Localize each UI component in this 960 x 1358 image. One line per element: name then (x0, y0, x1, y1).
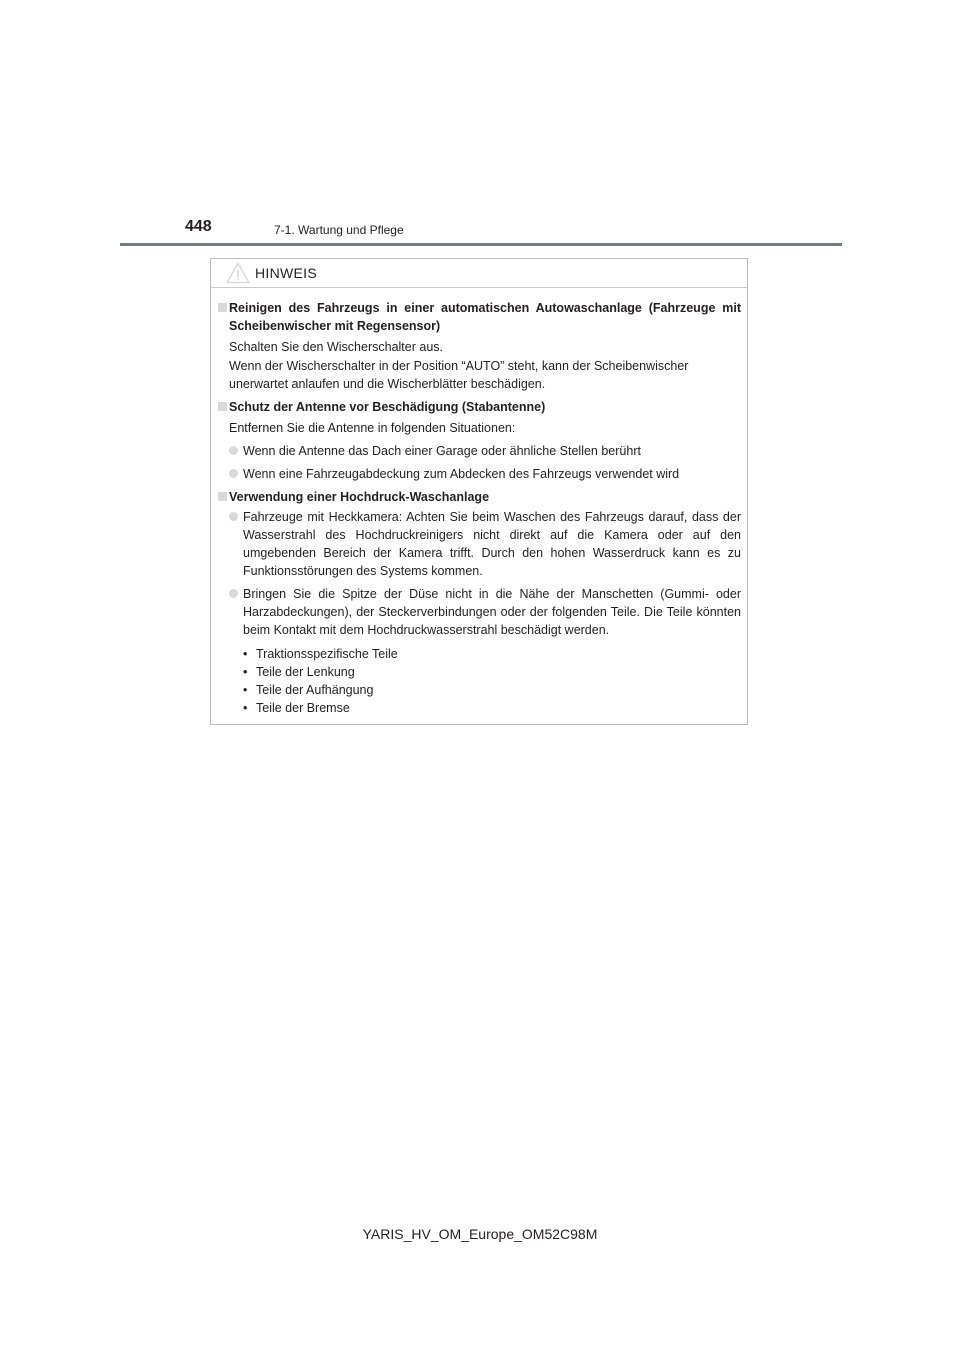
square-bullet-icon (218, 402, 227, 411)
bullet-dot-icon: • (243, 647, 248, 661)
circle-bullet-icon (229, 589, 238, 598)
list-item (243, 645, 741, 663)
bullet-dot-icon: • (243, 665, 248, 679)
notice-point (229, 585, 741, 639)
notice-item-heading: Reinigen des Fahrzeugs in einer automatischen Autowaschanlage (Fahrzeuge mit Scheibenwischer mit Regensensor) (229, 301, 741, 333)
list-item-text: Teile der Aufhängung (256, 683, 374, 697)
header-rule (120, 243, 842, 246)
notice-item-paragraph: Schalten Sie den Wischerschalter aus. (229, 340, 443, 354)
square-bullet-icon (218, 492, 227, 501)
circle-bullet-icon (229, 469, 238, 478)
notice-title: HINWEIS (255, 265, 317, 281)
notice-point-text: Fahrzeuge mit Heckkamera: Achten Sie beim Waschen des Fahrzeugs darauf, dass der Wasserstrahl des Hochdruckreinigers nicht direkt auf die Kamera oder auf den umgebenden Bereich der Kamera trifft. Durch den hohen Wasserdruck kann es zu Funktionsstörungen des Systems kommen. (243, 510, 741, 578)
page-number: 448 (185, 218, 212, 235)
list-item (243, 663, 741, 681)
notice-item-paragraph: Entfernen Sie die Antenne in folgenden Situationen: (229, 421, 516, 435)
list-item (243, 699, 741, 717)
notice-item-paragraph: Wenn der Wischerschalter in der Position “AUTO” steht, kann der Scheibenwischer unerwartet anlaufen und die Wischerblätter beschädigen. (229, 359, 689, 391)
notice-point-text: Wenn eine Fahrzeugabdeckung zum Abdecken des Fahrzeugs verwendet wird (243, 467, 680, 481)
list-item-text: Teile der Lenkung (256, 665, 355, 679)
notice-item (218, 488, 741, 717)
notice-point-text: Wenn die Antenne das Dach einer Garage oder ähnliche Stellen berührt (243, 444, 641, 458)
notice-point (229, 508, 741, 580)
list-item-text: Teile der Bremse (256, 701, 350, 715)
notice-body (211, 288, 747, 724)
notice-header (211, 259, 747, 288)
circle-bullet-icon (229, 446, 238, 455)
notice-item (218, 299, 741, 393)
document-id: YARIS_HV_OM_Europe_OM52C98M (362, 1226, 598, 1242)
warning-triangle-icon (226, 262, 250, 284)
circle-bullet-icon (229, 512, 238, 521)
section-title: 7-1. Wartung und Pflege (274, 223, 404, 237)
list-item-text: Traktionsspezifische Teile (256, 647, 398, 661)
bullet-dot-icon: • (243, 701, 248, 715)
notice-point (229, 442, 741, 460)
square-bullet-icon (218, 303, 227, 312)
list-item (243, 681, 741, 699)
notice-item-heading: Schutz der Antenne vor Beschädigung (Stabantenne) (229, 400, 546, 414)
notice-point-text: Bringen Sie die Spitze der Düse nicht in die Nähe der Manschetten (Gummi- oder Harzabdeckungen), der Steckerverbindungen oder der folgenden Teile. Die Teile könnten beim Kontakt mit dem Hochdruckwasserstrahl beschädigt werden. (243, 587, 741, 637)
notice-item (218, 398, 741, 483)
parts-list (229, 645, 741, 717)
notice-item-heading: Verwendung einer Hochdruck-Waschanlage (229, 490, 490, 504)
notice-point (229, 465, 741, 483)
bullet-dot-icon: • (243, 683, 248, 697)
notice-box (210, 258, 748, 725)
